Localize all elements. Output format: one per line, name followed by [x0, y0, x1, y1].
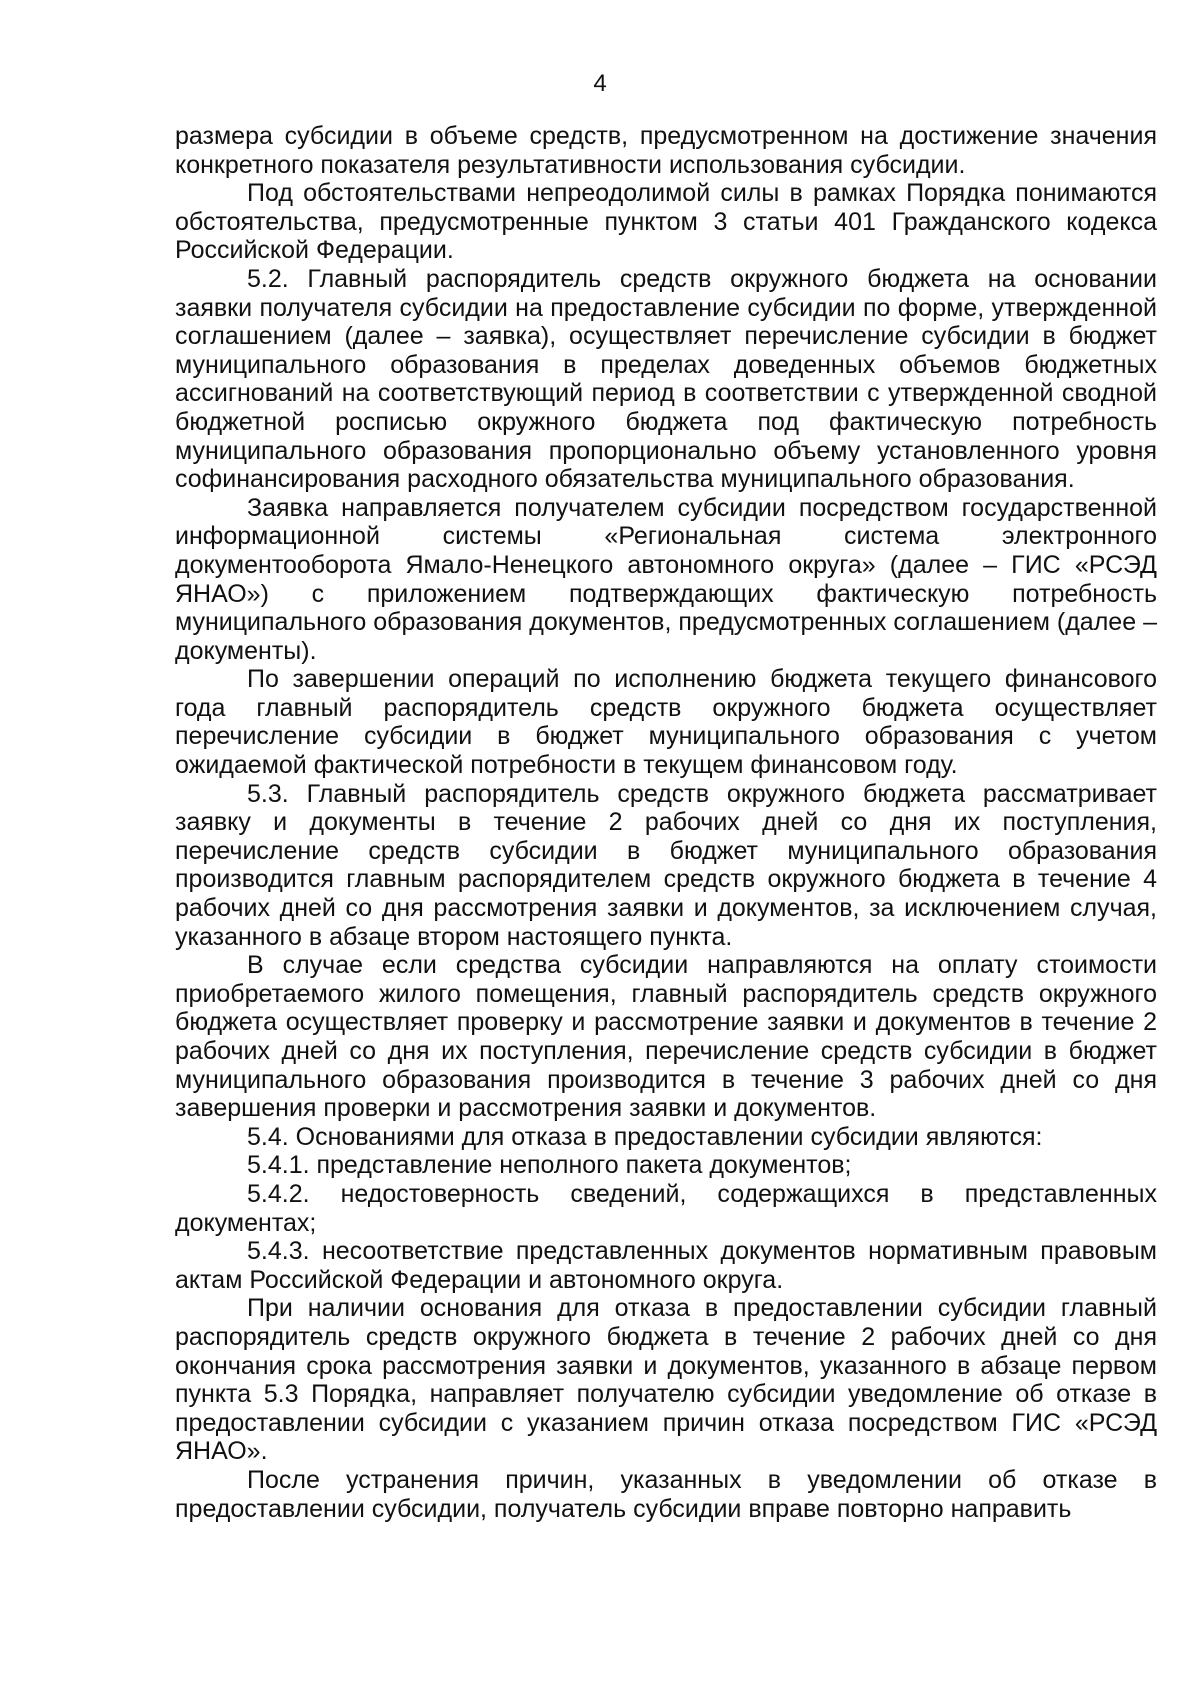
- paragraph: После устранения причин, указанных в уведомлении об отказе в предоставлении субсидии, получатель субсидии вправе повторно направить: [175, 1465, 1157, 1523]
- document-body: [175, 122, 1157, 1523]
- paragraph: 5.4. Основаниями для отказа в предоставлении субсидии являются:: [247, 1122, 1043, 1151]
- paragraph: 5.3. Главный распорядитель средств окружного бюджета рассматривает заявку и документы в течение 2 рабочих дней со дня их поступления, перечисление средств субсидии в бюджет муниципального образования производится главным распорядителем средств окружного бюджета в течение 4 рабочих дней со дня рассмотрения заявки и документов, за исключением случая, указанного в абзаце втором настоящего пункта.: [175, 779, 1157, 951]
- paragraph: 5.4.2. недостоверность сведений, содержащихся в представленных документах;: [175, 1179, 1157, 1237]
- paragraph: В случае если средства субсидии направляются на оплату стоимости приобретаемого жилого помещения, главный распорядитель средств окружного бюджета осуществляет проверку и рассмотрение заявки и документов в течение 2 рабочих дней со дня их поступления, перечисление средств субсидии в бюджет муниципального образования производится в течение 3 рабочих дней со дня завершения проверки и рассмотрения заявки и документов.: [175, 951, 1157, 1123]
- paragraph: По завершении операций по исполнению бюджета текущего финансового года главный распорядитель средств окружного бюджета осуществляет перечисление субсидии в бюджет муниципального образования с учетом ожидаемой фактической потребности в текущем финансовом году.: [175, 665, 1157, 780]
- paragraph: 5.4.3. несоответствие представленных документов нормативным правовым актам Российской Федерации и автономного округа.: [175, 1237, 1157, 1294]
- paragraph: Под обстоятельствами непреодолимой силы в рамках Порядка понимаются обстоятельства, предусмотренные пунктом 3 статьи 401 Гражданского кодекса Российской Федерации.: [175, 179, 1157, 265]
- paragraph: 5.2. Главный распорядитель средств окружного бюджета на основании заявки получателя субсидии на предоставление субсидии по форме, утвержденной соглашением (далее – заявка), осуществляет перечисление субсидии в бюджет муниципального образования в пределах доведенных объемов бюджетных ассигнований на соответствующий период в соответствии с утвержденной сводной бюджетной росписью окружного бюджета под фактическую потребность муниципального образования пропорционально объему установленного уровня софинансирования расходного обязательства муниципального образования.: [175, 264, 1157, 494]
- paragraph: Заявка направляется получателем субсидии посредством государственной информационной системы «Региональная система электронного документооборота Ямало-Ненецкого автономного округа» (далее – ГИС «РСЭД ЯНАО») с приложением подтверждающих фактическую потребность муниципального образования документов, предусмотренных соглашением (далее – документы).: [175, 493, 1157, 665]
- page-number: 4: [593, 70, 607, 97]
- paragraph: При наличии основания для отказа в предоставлении субсидии главный распорядитель средств окружного бюджета в течение 2 рабочих дней со дня окончания срока рассмотрения заявки и документов, указанного в абзаце первом пункта 5.3 Порядка, направляет получателю субсидии уведомление об отказе в предоставлении субсидии с указанием причин отказа посредством ГИС «РСЭД ЯНАО».: [175, 1294, 1157, 1466]
- paragraph: размера субсидии в объеме средств, предусмотренном на достижение значения конкретного показателя результативности использования субсидии.: [175, 122, 1157, 179]
- paragraph: 5.4.1. представление неполного пакета документов;: [247, 1151, 852, 1180]
